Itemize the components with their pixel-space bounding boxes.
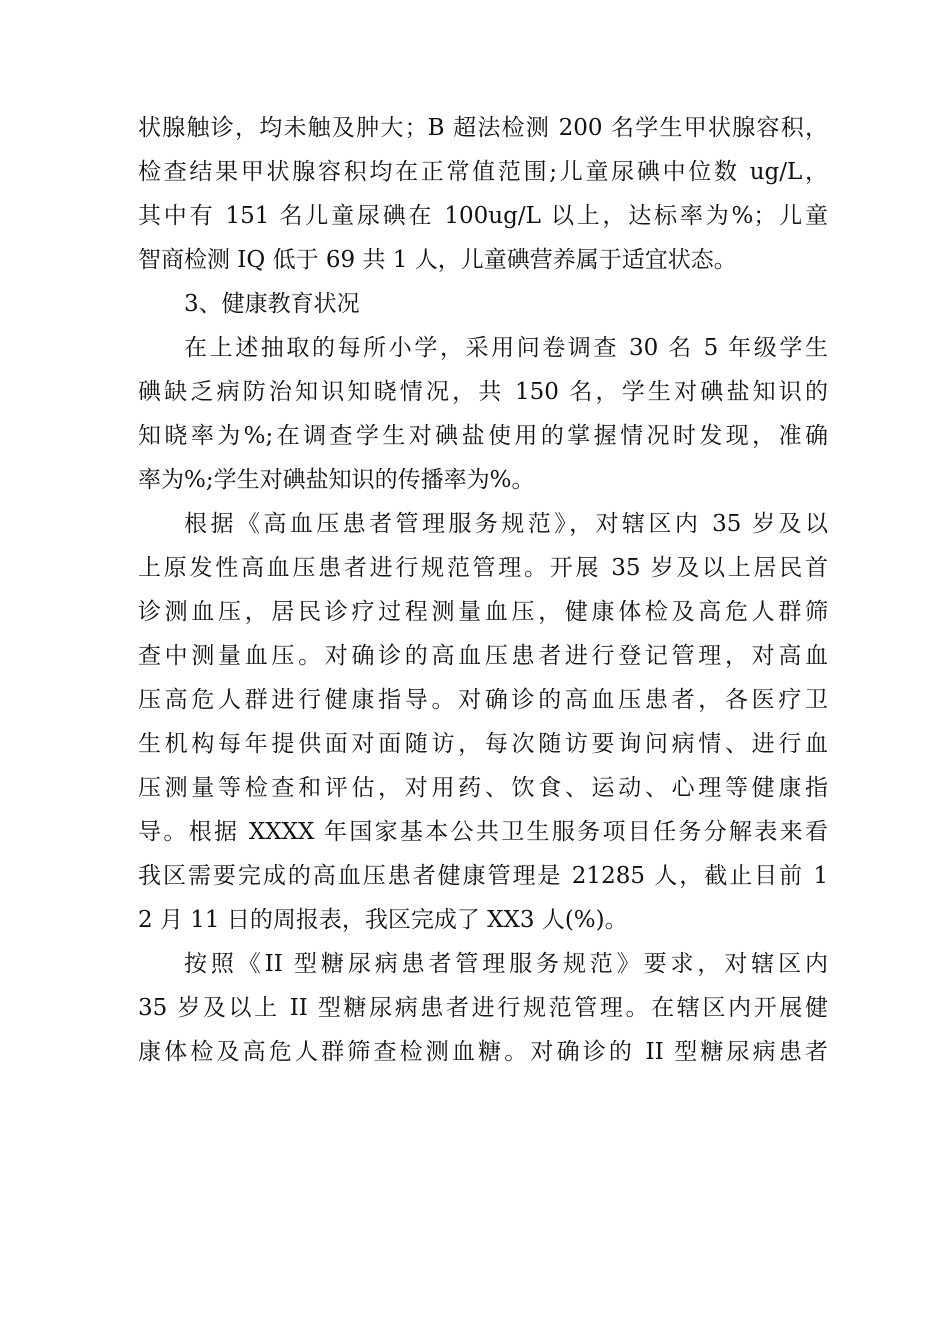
text-line: 我区需要完成的高血压患者健康管理是 21285 人，截止目前 1 bbox=[138, 863, 828, 889]
text-line: 在上述抽取的每所小学，采用问卷调查 30 名 5 年级学生 bbox=[184, 335, 828, 361]
text-line: 上原发性高血压患者进行规范管理。开展 35 岁及以上居民首 bbox=[138, 555, 828, 581]
text-line: 压测量等检查和评估，对用药、饮食、运动、心理等健康指 bbox=[138, 775, 828, 801]
text-line: 按照《II 型糖尿病患者管理服务规范》要求，对辖区内 bbox=[184, 951, 828, 977]
text-line: 状腺触诊，均未触及肿大；B 超法检测 200 名学生甲状腺容积， bbox=[138, 115, 828, 141]
text-line: 其中有 151 名儿童尿碘在 100ug/L 以上，达标率为%；儿童 bbox=[138, 203, 828, 229]
text-line: 检查结果甲状腺容积均在正常值范围;儿童尿碘中位数 ug/L， bbox=[138, 159, 828, 185]
text-line: 根据《高血压患者管理服务规范》，对辖区内 35 岁及以 bbox=[184, 511, 828, 537]
text-line: 康体检及高危人群筛查检测血糖。对确诊的 II 型糖尿病患者 bbox=[138, 1039, 828, 1065]
text-line: 35 岁及以上 II 型糖尿病患者进行规范管理。在辖区内开展健 bbox=[138, 995, 828, 1021]
text-line: 碘缺乏病防治知识知晓情况，共 150 名，学生对碘盐知识的 bbox=[138, 379, 828, 405]
text-line: 诊测血压，居民诊疗过程测量血压，健康体检及高危人群筛 bbox=[138, 599, 828, 625]
text-line: 知晓率为%;在调查学生对碘盐使用的掌握情况时发现，准确 bbox=[138, 423, 828, 449]
text-line: 压高危人群进行健康指导。对确诊的高血压患者，各医疗卫 bbox=[138, 687, 828, 713]
document-body bbox=[138, 106, 828, 1074]
text-line: 2 月 11 日的周报表，我区完成了 XX3 人(%)。 bbox=[138, 907, 628, 933]
text-line: 导。根据 XXXX 年国家基本公共卫生服务项目任务分解表来看 bbox=[138, 819, 828, 845]
text-line: 生机构每年提供面对面随访，每次随访要询问病情、进行血 bbox=[138, 731, 828, 757]
text-line: 智商检测 IQ 低于 69 共 1 人，儿童碘营养属于适宜状态。 bbox=[138, 247, 737, 273]
text-line: 率为%;学生对碘盐知识的传播率为%。 bbox=[138, 467, 535, 493]
text-line: 查中测量血压。对确诊的高血压患者进行登记管理，对高血 bbox=[138, 643, 828, 669]
section-heading: 3、健康教育状况 bbox=[184, 291, 360, 317]
